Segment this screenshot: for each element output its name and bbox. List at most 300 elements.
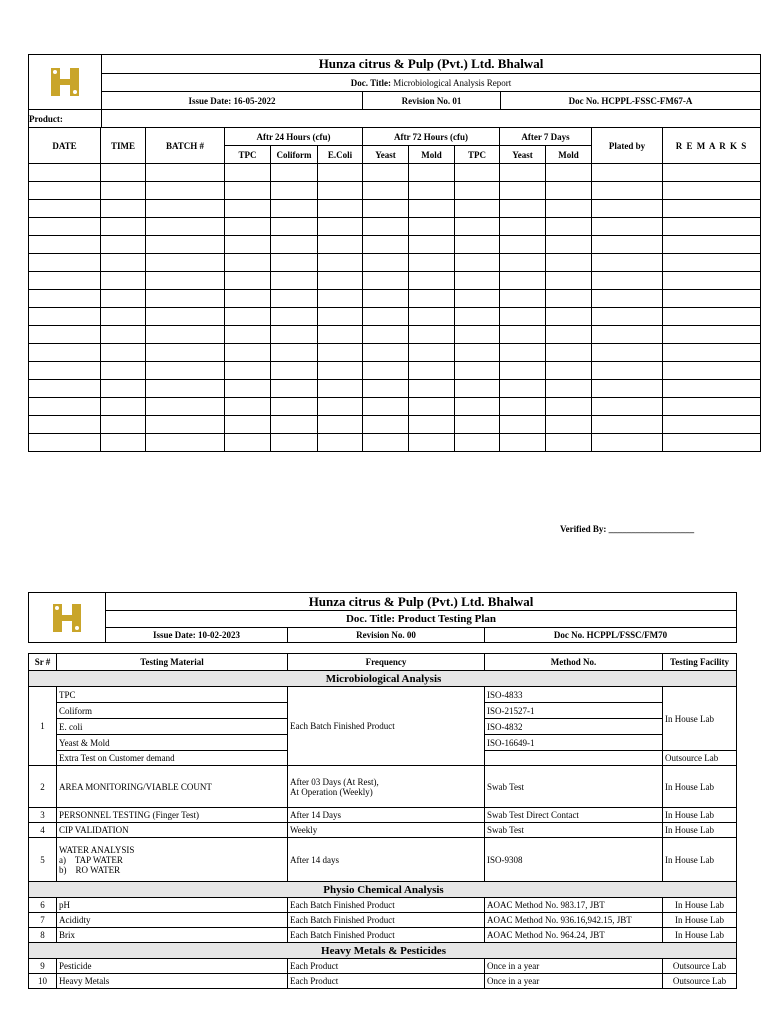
empty-cell[interactable] [500, 218, 546, 236]
empty-cell[interactable] [101, 434, 146, 452]
empty-cell[interactable] [455, 290, 500, 308]
empty-cell[interactable] [455, 326, 500, 344]
empty-cell[interactable] [363, 254, 409, 272]
empty-cell[interactable] [409, 218, 455, 236]
row2-sr: 2 [29, 766, 57, 808]
empty-cell[interactable] [592, 272, 663, 290]
method-iso-4833: ISO-4833 [485, 687, 662, 703]
empty-cell[interactable] [592, 236, 663, 254]
header-time: TIME [101, 128, 146, 164]
row4-material: CIP VALIDATION [57, 823, 288, 838]
empty-cell[interactable] [546, 362, 592, 380]
empty-cell[interactable] [225, 308, 271, 326]
empty-cell[interactable] [663, 362, 761, 380]
empty-cell[interactable] [592, 326, 663, 344]
empty-cell[interactable] [409, 416, 455, 434]
row2-method: Swab Test [485, 766, 663, 808]
empty-cell[interactable] [455, 362, 500, 380]
table-row [29, 823, 737, 838]
empty-cell[interactable] [318, 200, 363, 218]
empty-cell[interactable] [146, 398, 225, 416]
table-row [29, 913, 737, 928]
header-tpc-72: TPC [455, 146, 500, 164]
form2-revision: Revision No. 00 [288, 628, 485, 643]
empty-cell[interactable] [663, 164, 761, 182]
table-row [29, 236, 761, 254]
empty-cell[interactable] [29, 164, 101, 182]
row3-facility: In House Lab [663, 808, 737, 823]
empty-cell[interactable] [29, 182, 101, 200]
header-sr: Sr # [29, 654, 57, 671]
empty-cell[interactable] [29, 344, 101, 362]
empty-cell[interactable] [455, 218, 500, 236]
empty-cell[interactable] [225, 290, 271, 308]
empty-cell[interactable] [271, 290, 318, 308]
table-row [29, 218, 761, 236]
empty-cell[interactable] [146, 236, 225, 254]
form1-company-name: Hunza citrus & Pulp (Pvt.) Ltd. Bhalwal [102, 55, 761, 74]
empty-cell[interactable] [225, 326, 271, 344]
empty-cell[interactable] [225, 236, 271, 254]
row3-frequency: After 14 Days [288, 808, 485, 823]
row5-facility: In House Lab [663, 838, 737, 882]
empty-cell[interactable] [271, 182, 318, 200]
empty-cell[interactable] [29, 236, 101, 254]
empty-cell[interactable] [146, 434, 225, 452]
material-coliform: Coliform [57, 703, 287, 719]
table-row [29, 959, 737, 974]
row1-facility: In House Lab [663, 687, 737, 751]
row2-material: AREA MONITORING/VIABLE COUNT [57, 766, 288, 808]
empty-cell[interactable] [409, 344, 455, 362]
empty-cell[interactable] [101, 416, 146, 434]
heavy_rows-sr: 9 [29, 959, 57, 974]
empty-cell[interactable] [500, 308, 546, 326]
empty-cell[interactable] [363, 290, 409, 308]
header-frequency: Frequency [288, 654, 485, 671]
empty-cell[interactable] [409, 254, 455, 272]
physio_rows-sr: 7 [29, 913, 57, 928]
physio_rows-material: Acididty [57, 913, 288, 928]
empty-cell[interactable] [318, 434, 363, 452]
empty-cell[interactable] [146, 254, 225, 272]
empty-cell[interactable] [101, 344, 146, 362]
row3-method: Swab Test Direct Contact [485, 808, 663, 823]
header-date: DATE [29, 128, 101, 164]
empty-cell[interactable] [271, 254, 318, 272]
empty-cell[interactable] [663, 398, 761, 416]
empty-cell[interactable] [225, 434, 271, 452]
empty-cell[interactable] [409, 398, 455, 416]
empty-cell[interactable] [663, 416, 761, 434]
row4-frequency: Weekly [288, 823, 485, 838]
empty-cell[interactable] [409, 380, 455, 398]
empty-cell[interactable] [29, 434, 101, 452]
empty-cell[interactable] [592, 164, 663, 182]
empty-cell[interactable] [546, 182, 592, 200]
empty-cell[interactable] [546, 434, 592, 452]
empty-cell[interactable] [500, 380, 546, 398]
empty-cell[interactable] [146, 380, 225, 398]
empty-cell[interactable] [592, 362, 663, 380]
empty-cell[interactable] [225, 182, 271, 200]
empty-cell[interactable] [29, 200, 101, 218]
empty-cell[interactable] [663, 434, 761, 452]
empty-cell[interactable] [592, 308, 663, 326]
empty-cell[interactable] [500, 182, 546, 200]
physio_rows-method: AOAC Method No. 936.16,942.15, JBT [485, 913, 663, 928]
empty-cell[interactable] [409, 434, 455, 452]
empty-cell[interactable] [592, 398, 663, 416]
empty-cell[interactable] [363, 380, 409, 398]
empty-cell[interactable] [29, 398, 101, 416]
row5-material: WATER ANALYSIS a) TAP WATER b) RO WATER [57, 838, 288, 882]
row4-sr: 4 [29, 823, 57, 838]
empty-cell[interactable] [225, 416, 271, 434]
empty-cell[interactable] [663, 290, 761, 308]
empty-cell[interactable] [409, 326, 455, 344]
empty-cell[interactable] [271, 434, 318, 452]
empty-cell[interactable] [663, 236, 761, 254]
empty-cell[interactable] [146, 164, 225, 182]
empty-cell[interactable] [663, 272, 761, 290]
empty-cell[interactable] [318, 236, 363, 254]
empty-cell[interactable] [363, 200, 409, 218]
empty-cell[interactable] [663, 218, 761, 236]
empty-cell[interactable] [318, 362, 363, 380]
empty-cell[interactable] [409, 290, 455, 308]
header-mold-7: Mold [546, 146, 592, 164]
empty-cell[interactable] [592, 416, 663, 434]
empty-cell[interactable] [500, 434, 546, 452]
empty-cell[interactable] [271, 308, 318, 326]
empty-cell[interactable] [363, 164, 409, 182]
empty-cell[interactable] [271, 326, 318, 344]
empty-cell[interactable] [101, 308, 146, 326]
empty-cell[interactable] [146, 200, 225, 218]
heavy_rows-method: Once in a year [485, 959, 663, 974]
empty-cell[interactable] [546, 164, 592, 182]
heavy-rows [29, 959, 737, 989]
row4-method: Swab Test [485, 823, 663, 838]
physio_rows-frequency: Each Batch Finished Product [288, 928, 485, 943]
empty-cell[interactable] [546, 380, 592, 398]
physio_rows-frequency: Each Batch Finished Product [288, 898, 485, 913]
empty-cell[interactable] [546, 326, 592, 344]
empty-cell[interactable] [101, 182, 146, 200]
header-plated-by: Plated by [592, 128, 663, 164]
empty-cell[interactable] [29, 362, 101, 380]
empty-cell[interactable] [271, 416, 318, 434]
empty-cell[interactable] [101, 380, 146, 398]
empty-cell[interactable] [101, 200, 146, 218]
empty-cell[interactable] [101, 290, 146, 308]
empty-cell[interactable] [101, 236, 146, 254]
empty-cell[interactable] [546, 308, 592, 326]
empty-cell[interactable] [409, 272, 455, 290]
empty-cell[interactable] [29, 218, 101, 236]
empty-cell[interactable] [409, 236, 455, 254]
empty-cell[interactable] [29, 308, 101, 326]
empty-cell[interactable] [500, 344, 546, 362]
empty-cell[interactable] [592, 380, 663, 398]
empty-cell[interactable] [663, 308, 761, 326]
header-after-7-days: After 7 Days [500, 128, 592, 146]
heavy_rows-method: Once in a year [485, 974, 663, 989]
empty-cell[interactable] [500, 326, 546, 344]
empty-cell[interactable] [146, 290, 225, 308]
method-iso-21527: ISO-21527-1 [485, 703, 662, 719]
form1-data-table [28, 127, 761, 452]
empty-cell[interactable] [271, 236, 318, 254]
physio_rows-facility: In House Lab [663, 928, 737, 943]
heavy_rows-frequency: Each Product [288, 974, 485, 989]
empty-cell[interactable] [363, 236, 409, 254]
form1-product-label: Product: [29, 110, 102, 128]
row3-sr: 3 [29, 808, 57, 823]
empty-cell[interactable] [225, 200, 271, 218]
physio-rows [29, 898, 737, 943]
empty-cell[interactable] [101, 326, 146, 344]
physio_rows-material: Brix [57, 928, 288, 943]
empty-cell[interactable] [225, 380, 271, 398]
section-microbiological: Microbiological Analysis [29, 671, 737, 687]
empty-cell[interactable] [225, 218, 271, 236]
empty-cell[interactable] [318, 290, 363, 308]
empty-cell[interactable] [146, 182, 225, 200]
row5-sr: 5 [29, 838, 57, 882]
empty-cell[interactable] [546, 236, 592, 254]
empty-cell[interactable] [663, 182, 761, 200]
form1-issue-date: Issue Date: 16-05-2022 [102, 92, 363, 110]
empty-cell[interactable] [546, 218, 592, 236]
empty-cell[interactable] [592, 254, 663, 272]
empty-cell[interactable] [500, 164, 546, 182]
table-row [29, 308, 761, 326]
empty-cell[interactable] [318, 272, 363, 290]
row2-frequency: After 03 Days (At Rest), At Operation (Weekly) [288, 766, 485, 808]
empty-cell[interactable] [592, 182, 663, 200]
material-tpc: TPC [57, 687, 287, 703]
empty-cell[interactable] [592, 344, 663, 362]
empty-cell[interactable] [663, 200, 761, 218]
physio_rows-facility: In House Lab [663, 898, 737, 913]
empty-cell[interactable] [663, 380, 761, 398]
row1-extra-method [485, 751, 663, 766]
empty-cell[interactable] [363, 362, 409, 380]
empty-cell[interactable] [455, 164, 500, 182]
empty-cell[interactable] [663, 254, 761, 272]
empty-cell[interactable] [271, 380, 318, 398]
empty-cell[interactable] [409, 182, 455, 200]
empty-cell[interactable] [146, 362, 225, 380]
empty-cell[interactable] [455, 380, 500, 398]
empty-cell[interactable] [500, 254, 546, 272]
empty-cell[interactable] [225, 398, 271, 416]
row1-methods [485, 687, 663, 751]
material-ecoli: E. coli [57, 719, 287, 735]
empty-cell[interactable] [146, 218, 225, 236]
empty-cell[interactable] [101, 398, 146, 416]
empty-cell[interactable] [455, 272, 500, 290]
empty-cell[interactable] [101, 164, 146, 182]
empty-cell[interactable] [225, 362, 271, 380]
physio_rows-material: pH [57, 898, 288, 913]
empty-cell[interactable] [363, 182, 409, 200]
empty-cell[interactable] [546, 272, 592, 290]
empty-cell[interactable] [318, 218, 363, 236]
table-row [29, 182, 761, 200]
empty-cell[interactable] [500, 362, 546, 380]
empty-cell[interactable] [363, 434, 409, 452]
empty-cell[interactable] [455, 416, 500, 434]
empty-cell[interactable] [146, 326, 225, 344]
empty-cell[interactable] [546, 200, 592, 218]
empty-cell[interactable] [592, 218, 663, 236]
row4-facility: In House Lab [663, 823, 737, 838]
empty-cell[interactable] [546, 344, 592, 362]
empty-cell[interactable] [409, 362, 455, 380]
header-method-no: Method No. [485, 654, 663, 671]
form2-doc-title: Doc. Title: Product Testing Plan [106, 611, 737, 628]
empty-cell[interactable] [663, 344, 761, 362]
empty-cell[interactable] [455, 200, 500, 218]
empty-cell[interactable] [101, 218, 146, 236]
empty-cell[interactable] [363, 218, 409, 236]
empty-cell[interactable] [455, 434, 500, 452]
empty-cell[interactable] [225, 344, 271, 362]
empty-cell[interactable] [271, 272, 318, 290]
empty-cell[interactable] [318, 344, 363, 362]
table-row [29, 974, 737, 989]
empty-cell[interactable] [225, 254, 271, 272]
table-row [29, 928, 737, 943]
heavy_rows-frequency: Each Product [288, 959, 485, 974]
empty-cell[interactable] [101, 254, 146, 272]
empty-cell[interactable] [363, 326, 409, 344]
empty-cell[interactable] [363, 416, 409, 434]
empty-cell[interactable] [318, 164, 363, 182]
empty-cell[interactable] [101, 362, 146, 380]
empty-cell[interactable] [500, 236, 546, 254]
form1-product-value[interactable] [102, 110, 761, 128]
table-row [29, 808, 737, 823]
table-row [29, 362, 761, 380]
empty-cell[interactable] [318, 254, 363, 272]
empty-cell[interactable] [500, 398, 546, 416]
empty-cell[interactable] [500, 416, 546, 434]
table-row [29, 344, 761, 362]
empty-cell[interactable] [271, 164, 318, 182]
empty-cell[interactable] [363, 344, 409, 362]
empty-cell[interactable] [592, 434, 663, 452]
table-row [29, 838, 737, 882]
empty-cell[interactable] [146, 344, 225, 362]
empty-cell[interactable] [271, 344, 318, 362]
empty-cell[interactable] [455, 236, 500, 254]
empty-cell[interactable] [455, 254, 500, 272]
empty-cell[interactable] [318, 416, 363, 434]
material-yeast-mold: Yeast & Mold [59, 737, 110, 748]
form1-doc-title: Doc. Title: Microbiological Analysis Report [102, 74, 761, 92]
form1-logo-cell [29, 55, 102, 110]
empty-cell[interactable] [546, 398, 592, 416]
empty-cell[interactable] [546, 290, 592, 308]
table-row [29, 416, 761, 434]
empty-cell[interactable] [271, 362, 318, 380]
empty-cell[interactable] [363, 398, 409, 416]
empty-cell[interactable] [663, 326, 761, 344]
empty-cell[interactable] [409, 164, 455, 182]
empty-cell[interactable] [592, 290, 663, 308]
section-heavy-metals: Heavy Metals & Pesticides [29, 943, 737, 959]
empty-cell[interactable] [29, 272, 101, 290]
empty-cell[interactable] [225, 272, 271, 290]
empty-cell[interactable] [546, 416, 592, 434]
empty-cell[interactable] [318, 326, 363, 344]
empty-cell[interactable] [409, 308, 455, 326]
empty-cell[interactable] [271, 398, 318, 416]
table-row [29, 434, 761, 452]
empty-cell[interactable] [500, 200, 546, 218]
row3-material: PERSONNEL TESTING (Finger Test) [57, 808, 288, 823]
row5-frequency: After 14 days [288, 838, 485, 882]
empty-cell[interactable] [146, 272, 225, 290]
empty-cell[interactable] [29, 290, 101, 308]
empty-cell[interactable] [101, 272, 146, 290]
physio_rows-sr: 6 [29, 898, 57, 913]
empty-cell[interactable] [29, 254, 101, 272]
empty-cell[interactable] [146, 416, 225, 434]
table-row [29, 766, 737, 808]
empty-cell[interactable] [455, 182, 500, 200]
empty-cell[interactable] [500, 290, 546, 308]
empty-cell[interactable] [225, 164, 271, 182]
empty-cell[interactable] [29, 326, 101, 344]
empty-cell[interactable] [29, 416, 101, 434]
empty-cell[interactable] [409, 200, 455, 218]
empty-cell[interactable] [455, 308, 500, 326]
physio_rows-facility: In House Lab [663, 913, 737, 928]
empty-cell[interactable] [318, 398, 363, 416]
header-coliform: Coliform [271, 146, 318, 164]
empty-cell[interactable] [546, 254, 592, 272]
physio_rows-frequency: Each Batch Finished Product [288, 913, 485, 928]
physio_rows-sr: 8 [29, 928, 57, 943]
empty-cell[interactable] [271, 218, 318, 236]
empty-cell[interactable] [318, 182, 363, 200]
table-row [29, 254, 761, 272]
form2-company-name: Hunza citrus & Pulp (Pvt.) Ltd. Bhalwal [106, 593, 737, 611]
table-row [29, 326, 761, 344]
empty-cell[interactable] [363, 308, 409, 326]
form2-header-table [28, 592, 737, 643]
empty-cell[interactable] [455, 398, 500, 416]
empty-cell[interactable] [363, 272, 409, 290]
empty-cell[interactable] [318, 380, 363, 398]
empty-cell[interactable] [455, 344, 500, 362]
method-iso-16649: ISO-16649-1 [487, 737, 535, 748]
empty-cell[interactable] [500, 272, 546, 290]
empty-cell[interactable] [592, 200, 663, 218]
empty-cell[interactable] [146, 308, 225, 326]
empty-cell[interactable] [271, 200, 318, 218]
header-testing-material: Testing Material [57, 654, 288, 671]
form1-header-table [28, 54, 761, 128]
table-row [29, 290, 761, 308]
empty-cell[interactable] [29, 380, 101, 398]
empty-cell[interactable] [318, 308, 363, 326]
